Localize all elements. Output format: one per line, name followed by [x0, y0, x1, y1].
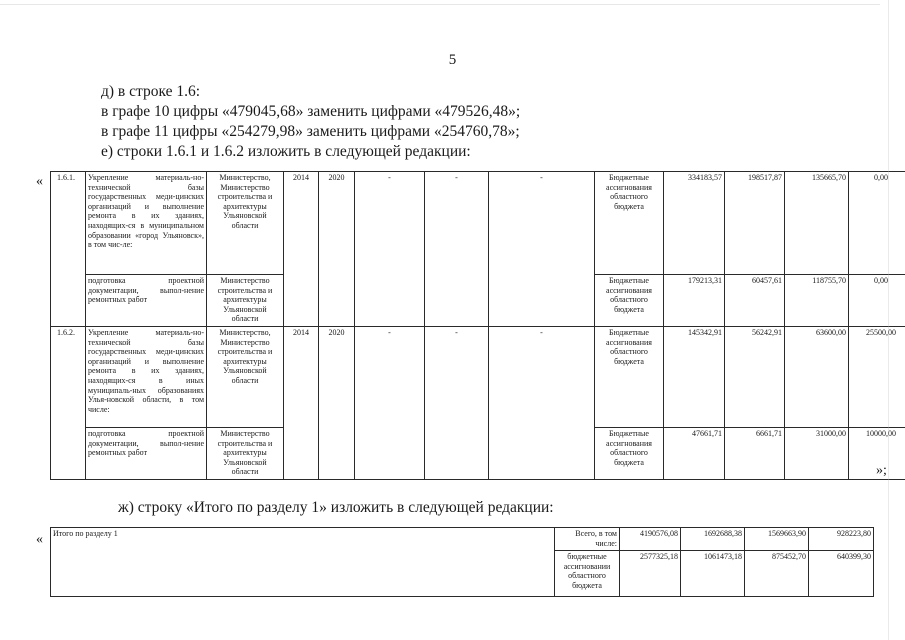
row-number: 1.6.2. [51, 327, 86, 480]
row-name: Укрепление материаль-но-технической базы государственных меди-цинских организаций и выполнение ремонта в их зданиях, находящих-ся в иных муниципаль-ных образованиях Улья-новской области, в том числе: [86, 327, 207, 428]
subrow-total: 179213,31 [664, 275, 725, 327]
instruction-col10-line: в графе 10 цифры «479045,68» заменить цифрами «479526,48»; [101, 103, 521, 120]
subrow-executor: Министерство строительства и архитектуры Ульяновской области [207, 275, 284, 327]
table-row [51, 172, 905, 275]
total-year-3: 928223,80 [809, 528, 874, 551]
subrow-year-3: 10000,00 [849, 428, 905, 480]
subrow-funding-source: Бюджетные ассигнования областного бюджета [595, 275, 664, 327]
budget-year-3: 640399,30 [809, 551, 874, 597]
subrow-year-1: 60457,61 [725, 275, 785, 327]
budget-year-1: 1061473,18 [681, 551, 745, 597]
row-indicator-1: - [355, 172, 425, 327]
subrow-year-3: 0,00 [849, 275, 905, 327]
close-quote-table1: »; [876, 463, 887, 478]
page-number: 5 [448, 52, 457, 68]
row-year-1: 198517,87 [725, 172, 785, 275]
section-total-table [50, 527, 874, 597]
subrow-name: подготовка проектной документации, выпол-нение ремонтных работ [86, 275, 207, 327]
budget-year-2: 875452,70 [745, 551, 809, 597]
total-year-2: 1569663,90 [745, 528, 809, 551]
row-executor: Министерство, Министерство строительства и архитектуры Ульяновской области [207, 172, 284, 275]
row-indicator-2: - [425, 327, 489, 480]
open-quote-table2: « [36, 532, 43, 547]
row-year-2: 135665,70 [785, 172, 849, 275]
subrow-funding-source: Бюджетные ассигнования областного бюджета [595, 428, 664, 480]
row-indicator-3: - [489, 172, 595, 327]
subrow-year-2: 31000,00 [785, 428, 849, 480]
row-end-year: 2020 [319, 172, 355, 327]
scan-edge-line [888, 0, 889, 640]
row-number: 1.6.1. [51, 172, 86, 327]
budget-source-cell: бюджетные ассигновании областного бюджета [555, 551, 620, 597]
subrow-year-1: 6661,71 [725, 428, 785, 480]
row-year-2: 63600,00 [785, 327, 849, 428]
table-row [51, 528, 874, 551]
scan-edge-line [0, 4, 880, 5]
budget-sum: 2577325,18 [620, 551, 681, 597]
total-source-cell: Всего, в том числе: [555, 528, 620, 551]
row-total: 334183,57 [664, 172, 725, 275]
row-year-1: 56242,91 [725, 327, 785, 428]
rows-1-6-table [50, 171, 905, 480]
row-year-3: 0,00 [849, 172, 905, 275]
row-indicator-1: - [355, 327, 425, 480]
row-start-year: 2014 [284, 327, 319, 480]
row-end-year: 2020 [319, 327, 355, 480]
row-indicator-3: - [489, 327, 595, 480]
row-funding-source: Бюджетные ассигнования областного бюджета [595, 172, 664, 275]
row-name: Укрепление материаль-но-технической базы государственных меди-цинских организаций и выполнение ремонта в их зданиях, находящих-ся в муниципальном образовании «город Ульяновск», в том чис-ле: [86, 172, 207, 275]
subrow-name: подготовка проектной документации, выпол-нение ремонтных работ [86, 428, 207, 480]
total-sum: 4190576,08 [620, 528, 681, 551]
subrow-executor: Министерство строительства и архитектуры Ульяновской области [207, 428, 284, 480]
instruction-d-line: д) в строке 1.6: [101, 83, 201, 100]
table-row [51, 327, 905, 428]
row-funding-source: Бюджетные ассигнования областного бюджета [595, 327, 664, 428]
row-indicator-2: - [425, 172, 489, 327]
total-year-1: 1692688,38 [681, 528, 745, 551]
open-quote-table1: « [36, 174, 43, 189]
instruction-e-line: е) строки 1.6.1 и 1.6.2 изложить в следующей редакции: [101, 143, 471, 160]
row-total: 145342,91 [664, 327, 725, 428]
section-total-label: Итого по разделу 1 [51, 528, 555, 597]
row-year-3: 25500,00 [849, 327, 905, 428]
row-start-year: 2014 [284, 172, 319, 327]
subrow-total: 47661,71 [664, 428, 725, 480]
instruction-zh-line: ж) строку «Итого по разделу 1» изложить в следующей редакции: [118, 499, 554, 516]
subrow-year-2: 118755,70 [785, 275, 849, 327]
row-executor: Министерство, Министерство строительства и архитектуры Ульяновской области [207, 327, 284, 428]
instruction-col11-line: в графе 11 цифры «254279,98» заменить цифрами «254760,78»; [101, 123, 520, 140]
